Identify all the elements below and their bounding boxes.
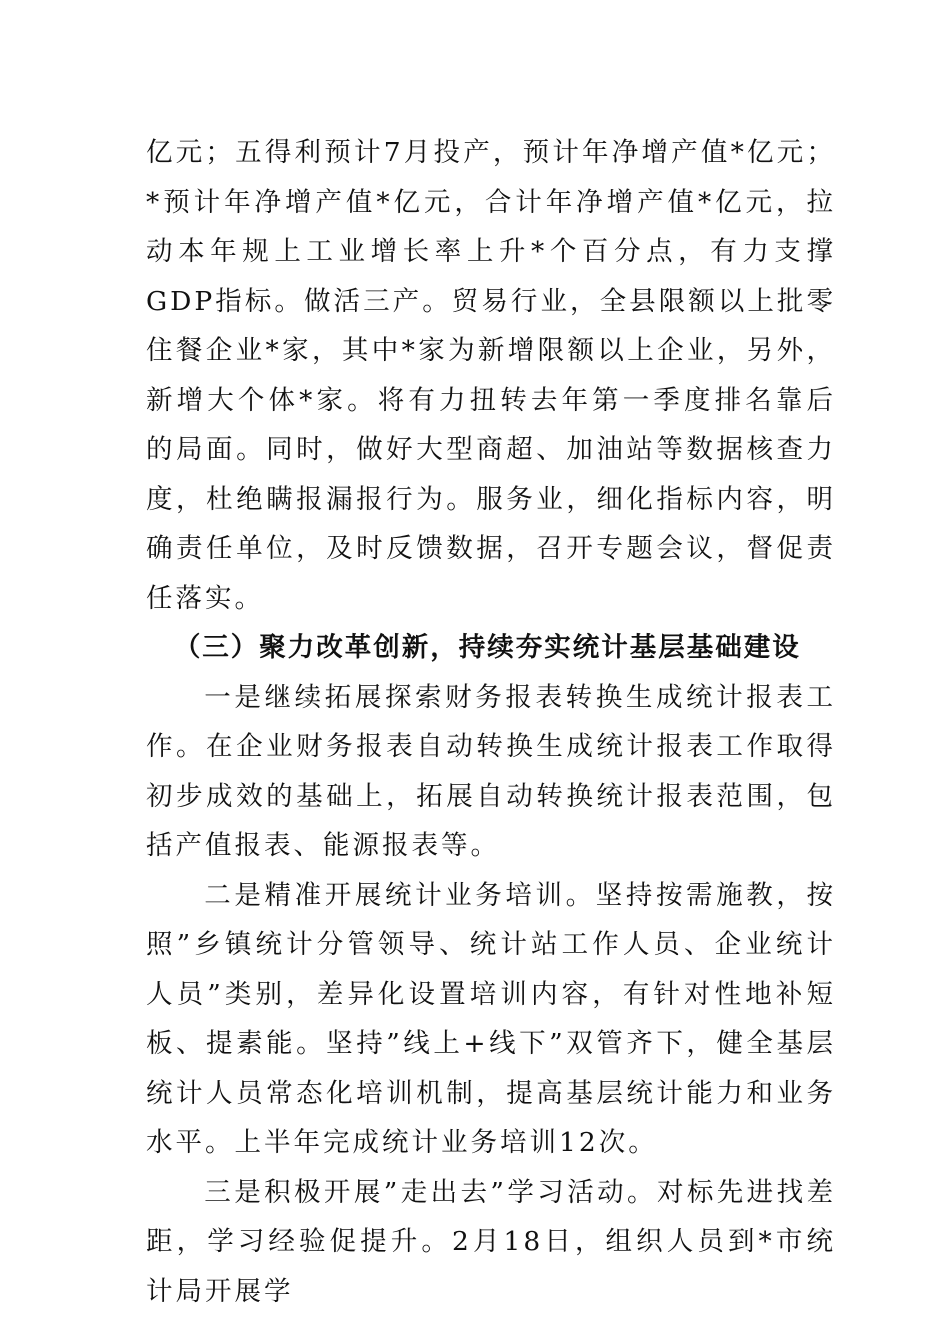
paragraph-continued: 亿元；五得利预计7月投产，预计年净增产值*亿元；*预计年净增产值*亿元，合计年净增产值*亿元，拉动本年规上工业增长率上升*个百分点，有力支撑GDP指标。做活三产。贸易行业，全县限额以上批零住餐企业*家，其中*家为新增限额以上企业，另外，新增大个体*家。将有力扭转去年第一季度排名靠后的局面。同时，做好大型商超、加油站等数据核查力度，杜绝瞒报漏报行为。服务业，细化指标内容，明确责任单位，及时反馈数据，召开专题会议，督促责任落实。 bbox=[146, 137, 836, 614]
section-heading: （三）聚力改革创新，持续夯实统计基层基础建设 bbox=[173, 632, 801, 663]
document-body bbox=[146, 128, 836, 1316]
paragraph-financial-report: 一是继续拓展探索财务报表转换生成统计报表工作。在企业财务报表自动转换生成统计报表工作取得初步成效的基础上，拓展自动转换统计报表范围，包括产值报表、能源报表等。 bbox=[146, 681, 836, 861]
paragraph-training: 二是精准开展统计业务培训。坚持按需施教，按照”乡镇统计分管领导、统计站工作人员、企业统计人员”类别，差异化设置培训内容，有针对性地补短板、提素能。坚持”线上+线下”双管齐下，健全基层统计人员常态化培训机制，提高基层统计能力和业务水平。上半年完成统计业务培训12次。 bbox=[146, 879, 836, 1158]
paragraph-study-activity: 三是积极开展”走出去”学习活动。对标先进找差距，学习经验促提升。2月18日，组织人员到*市统计局开展学 bbox=[146, 1176, 836, 1307]
